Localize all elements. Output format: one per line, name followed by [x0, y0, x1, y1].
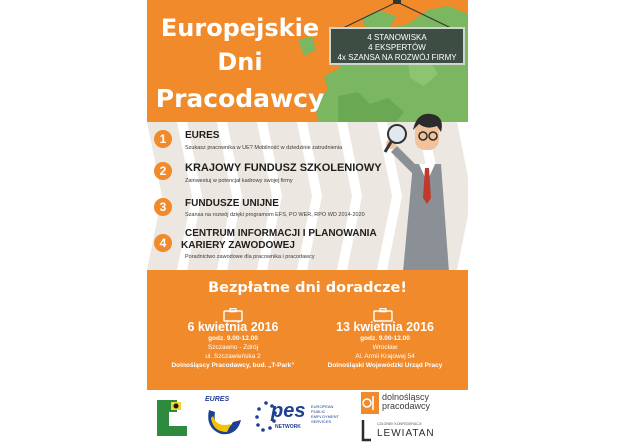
event-hours: godz. 9.00-12.00	[208, 335, 258, 342]
poster	[147, 0, 468, 448]
item-number: 2	[154, 162, 172, 180]
lewiatan-logo-icon	[361, 420, 373, 442]
eures-logo-icon	[203, 398, 243, 438]
event-right	[305, 320, 465, 370]
item-title-line-2: KARIERY ZAWODOWEJ	[181, 240, 295, 251]
title-line-3: Pracodawcy	[155, 84, 325, 113]
lewiatan-text: LEWIATAN	[377, 428, 435, 439]
item-description: Szansa na rozwój dzięki programom EFS, PO WER, RPO WD 2014-2020	[185, 212, 365, 218]
item-number: 1	[154, 130, 172, 148]
item-number: 4	[154, 234, 172, 252]
item-description: Zainwestuj w potencjał kadrowy swojej firmy	[185, 178, 293, 184]
event-hours: godz. 9.00-12.00	[360, 335, 410, 342]
logo-bar	[147, 390, 468, 448]
sign-line-1: 4 STANOWISKA	[367, 33, 427, 42]
sign-line-3: 4x SZANSA NA ROZWÓJ FIRMY	[337, 53, 457, 62]
dolnoslascy-pracodawcy-logo-icon	[361, 392, 379, 414]
dwup-logo-icon	[155, 398, 189, 438]
pes-desc-line: EMPLOYMENT	[311, 414, 340, 419]
title-line-2: Dni	[217, 48, 263, 76]
pes-desc-line: EUROPEAN	[311, 404, 334, 409]
item-number: 3	[154, 198, 172, 216]
man-with-magnifier-icon	[383, 112, 465, 272]
dolnoslascy-pracodawcy-text	[382, 393, 430, 411]
event-address: Al. Armii Krajowej 54	[355, 353, 415, 360]
title-line-1: Europejskie	[160, 14, 320, 42]
item-title: KRAJOWY FUNDUSZ SZKOLENIOWY	[185, 162, 382, 174]
pes-network-text: NETWORK	[275, 424, 301, 430]
event-venue: Dolnośląski Wojewódzki Urząd Pracy	[327, 362, 443, 369]
eures-logo-text: EURES	[205, 396, 230, 403]
event-address: ul. Szczawieńska 2	[205, 353, 261, 360]
consultation-days	[147, 270, 468, 390]
header	[147, 0, 468, 122]
event-city: Wrocław	[372, 344, 398, 351]
item-title: FUNDUSZE UNIJNE	[185, 198, 279, 209]
dp-name-line: dolnośląscy	[382, 392, 430, 402]
item-description: Szukasz pracownika w UE? Mobilność w dziedzinie zatrudnienia	[185, 145, 343, 151]
event-date: 13 kwietnia 2016	[336, 320, 434, 334]
dp-name-line: pracodawcy	[382, 401, 431, 411]
item-description: Poradnictwo zawodowe dla pracownika i pracodawcy	[185, 254, 315, 260]
pes-logo-text: pes	[271, 400, 306, 422]
consultation-title: Bezpłatne dni doradcze!	[208, 280, 407, 296]
lewiatan-small-text: CZŁONEK KONFEDERACJI	[377, 422, 422, 426]
sign-line-2: 4 EKSPERTÓW	[368, 43, 426, 52]
item-title: CENTRUM INFORMACJI I PLANOWANIA	[185, 228, 377, 239]
event-city: Szczawno - Zdrój	[207, 344, 259, 351]
item-title: EURES	[185, 130, 220, 141]
event-left	[153, 320, 313, 370]
pes-desc-line: SERVICES	[311, 419, 332, 424]
pes-desc-line: PUBLIC	[311, 409, 326, 414]
hanging-sign	[329, 27, 465, 65]
event-venue: Dolnośląscy Pracodawcy, bud. „T-Park”	[171, 362, 295, 369]
event-date: 6 kwietnia 2016	[187, 320, 279, 334]
pes-description	[311, 404, 339, 424]
